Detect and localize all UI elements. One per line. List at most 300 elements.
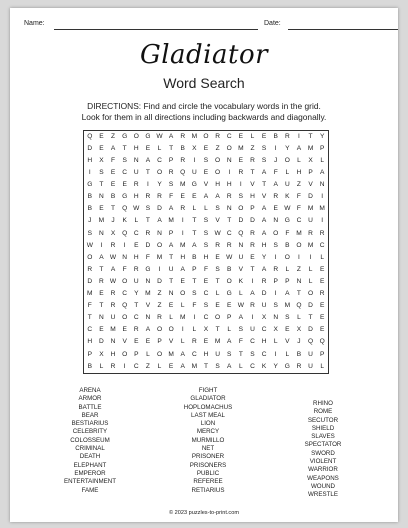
grid-letter[interactable]: C xyxy=(226,229,232,237)
grid-letter[interactable]: L xyxy=(250,132,255,140)
grid-letter[interactable]: C xyxy=(133,314,139,322)
grid-letter[interactable]: F xyxy=(296,193,301,201)
grid-letter[interactable]: N xyxy=(168,290,174,298)
grid-letter[interactable]: O xyxy=(168,326,174,334)
grid-letter[interactable]: T xyxy=(134,302,139,310)
grid-letter[interactable]: W xyxy=(86,241,93,249)
grid-letter[interactable]: S xyxy=(261,144,267,152)
grid-letter[interactable]: P xyxy=(273,277,278,285)
grid-letter[interactable]: U xyxy=(308,350,313,358)
grid-letter[interactable]: N xyxy=(273,217,279,225)
grid-letter[interactable]: B xyxy=(296,350,302,358)
grid-letter[interactable]: A xyxy=(99,253,104,261)
grid-letter[interactable]: U xyxy=(168,265,174,273)
grid-letter[interactable]: M xyxy=(110,326,116,334)
grid-letter[interactable]: C xyxy=(261,350,267,358)
grid-letter[interactable]: F xyxy=(111,156,116,164)
grid-letter[interactable]: T xyxy=(169,277,174,285)
grid-letter[interactable]: E xyxy=(319,326,325,334)
grid-letter[interactable]: R xyxy=(250,241,255,249)
grid-letter[interactable]: Q xyxy=(307,338,314,346)
grid-letter[interactable]: I xyxy=(88,169,91,177)
grid-letter[interactable]: R xyxy=(145,229,151,237)
grid-letter[interactable]: X xyxy=(203,326,209,334)
grid-letter[interactable]: L xyxy=(320,362,325,370)
grid-letter[interactable]: M xyxy=(307,144,314,152)
grid-letter[interactable]: R xyxy=(133,265,139,273)
grid-letter[interactable]: I xyxy=(181,217,184,225)
grid-letter[interactable]: L xyxy=(157,362,162,370)
grid-letter[interactable]: I xyxy=(146,181,149,189)
grid-letter[interactable]: S xyxy=(168,181,174,189)
grid-letter[interactable]: E xyxy=(203,144,209,152)
grid-letter[interactable]: D xyxy=(308,302,313,310)
grid-letter[interactable]: O xyxy=(215,169,221,177)
grid-letter[interactable]: C xyxy=(203,290,209,298)
grid-letter[interactable]: U xyxy=(284,181,290,189)
grid-letter[interactable]: R xyxy=(145,193,151,201)
grid-letter[interactable]: B xyxy=(285,241,290,249)
grid-letter[interactable]: E xyxy=(261,132,267,140)
grid-letter[interactable]: T xyxy=(192,277,197,285)
grid-letter[interactable]: L xyxy=(134,217,139,225)
grid-letter[interactable]: O xyxy=(156,326,163,334)
grid-letter[interactable]: Z xyxy=(111,132,116,140)
grid-letter[interactable]: E xyxy=(203,277,209,285)
grid-letter[interactable]: K xyxy=(122,217,127,225)
grid-letter[interactable]: M xyxy=(168,350,174,358)
grid-letter[interactable]: A xyxy=(180,350,185,358)
grid-letter[interactable]: V xyxy=(308,181,313,189)
grid-letter[interactable]: R xyxy=(191,338,197,346)
grid-letter[interactable]: R xyxy=(273,265,279,273)
grid-letter[interactable]: A xyxy=(168,241,174,249)
grid-letter[interactable]: G xyxy=(87,181,93,189)
grid-letter[interactable]: P xyxy=(168,156,174,164)
grid-letter[interactable]: T xyxy=(99,302,104,310)
grid-letter[interactable]: P xyxy=(308,169,313,177)
grid-letter[interactable]: Y xyxy=(285,144,290,152)
grid-letter[interactable]: H xyxy=(203,350,209,358)
grid-letter[interactable]: A xyxy=(168,132,174,140)
grid-letter[interactable]: O xyxy=(133,132,139,140)
grid-letter[interactable]: U xyxy=(215,350,220,358)
grid-letter[interactable]: T xyxy=(296,290,301,298)
grid-letter[interactable]: R xyxy=(250,302,255,310)
grid-letter[interactable]: L xyxy=(192,326,197,334)
grid-letter[interactable]: D xyxy=(87,277,93,285)
grid-letter[interactable]: X xyxy=(261,314,267,322)
grid-letter[interactable]: V xyxy=(285,338,290,346)
grid-letter[interactable]: J xyxy=(274,156,278,164)
grid-letter[interactable]: L xyxy=(99,362,104,370)
grid-letter[interactable]: O xyxy=(156,350,163,358)
grid-letter[interactable]: O xyxy=(156,169,163,177)
grid-letter[interactable]: L xyxy=(285,265,290,273)
grid-letter[interactable]: E xyxy=(180,277,185,285)
grid-letter[interactable]: A xyxy=(319,169,325,177)
grid-letter[interactable]: E xyxy=(99,205,104,213)
grid-letter[interactable]: H xyxy=(261,338,267,346)
grid-letter[interactable]: E xyxy=(99,144,104,152)
grid-letter[interactable]: O xyxy=(296,241,302,249)
grid-letter[interactable]: J xyxy=(111,217,115,225)
grid-letter[interactable]: R xyxy=(319,290,325,298)
grid-letter[interactable]: Y xyxy=(134,290,139,298)
grid-letter[interactable]: N xyxy=(226,156,232,164)
grid-letter[interactable]: L xyxy=(215,290,220,298)
grid-letter[interactable]: Z xyxy=(296,181,301,189)
grid-letter[interactable]: E xyxy=(273,205,278,213)
grid-letter[interactable]: Z xyxy=(250,144,255,152)
grid-letter[interactable]: A xyxy=(215,193,220,201)
grid-letter[interactable]: A xyxy=(238,314,244,322)
grid-letter[interactable]: I xyxy=(321,217,324,225)
grid-letter[interactable]: T xyxy=(99,265,104,273)
grid-letter[interactable]: U xyxy=(133,277,139,285)
grid-letter[interactable]: S xyxy=(238,193,244,201)
grid-letter[interactable]: B xyxy=(87,362,92,370)
grid-letter[interactable]: U xyxy=(261,302,267,310)
grid-letter[interactable]: L xyxy=(192,205,197,213)
grid-letter[interactable]: S xyxy=(273,241,278,249)
grid-letter[interactable]: F xyxy=(87,302,92,310)
grid-letter[interactable]: U xyxy=(308,217,313,225)
grid-letter[interactable]: V xyxy=(261,193,267,201)
grid-letter[interactable]: C xyxy=(250,338,255,346)
grid-letter[interactable]: L xyxy=(227,326,232,334)
grid-letter[interactable]: P xyxy=(227,314,232,322)
grid-letter[interactable]: E xyxy=(192,193,197,201)
grid-letter[interactable]: I xyxy=(100,241,103,249)
grid-letter[interactable]: L xyxy=(204,205,208,213)
grid-letter[interactable]: L xyxy=(239,290,243,298)
grid-letter[interactable]: R xyxy=(133,326,139,334)
grid-letter[interactable]: O xyxy=(87,253,93,261)
grid-letter[interactable]: Q xyxy=(319,338,325,346)
grid-letter[interactable]: T xyxy=(192,217,197,225)
grid-letter[interactable]: R xyxy=(87,265,93,273)
grid-letter[interactable]: C xyxy=(157,156,162,164)
grid-letter[interactable]: V xyxy=(238,265,244,273)
grid-letter[interactable]: A xyxy=(203,193,209,201)
grid-letter[interactable]: I xyxy=(158,265,161,273)
grid-letter[interactable]: S xyxy=(215,205,220,213)
grid-letter[interactable]: N xyxy=(273,314,279,322)
grid-letter[interactable]: I xyxy=(193,156,196,164)
grid-letter[interactable]: U xyxy=(110,314,116,322)
grid-letter[interactable]: F xyxy=(238,338,243,346)
grid-letter[interactable]: Q xyxy=(296,302,302,310)
grid-letter[interactable]: T xyxy=(238,350,243,358)
grid-letter[interactable]: I xyxy=(298,253,300,261)
grid-letter[interactable]: A xyxy=(261,217,267,225)
grid-letter[interactable]: I xyxy=(274,253,277,261)
grid-letter[interactable]: U xyxy=(250,326,255,334)
grid-letter[interactable]: F xyxy=(145,253,150,261)
grid-letter[interactable]: N xyxy=(110,338,116,346)
grid-letter[interactable]: H xyxy=(133,253,139,261)
grid-letter[interactable]: E xyxy=(319,277,325,285)
grid-letter[interactable]: Z xyxy=(157,290,162,298)
grid-letter[interactable]: J xyxy=(88,217,92,225)
grid-letter[interactable]: S xyxy=(250,350,255,358)
grid-letter[interactable]: S xyxy=(238,326,244,334)
grid-letter[interactable]: L xyxy=(273,338,278,346)
grid-letter[interactable]: I xyxy=(321,193,324,201)
grid-letter[interactable]: S xyxy=(203,156,209,164)
grid-letter[interactable]: C xyxy=(296,217,302,225)
grid-letter[interactable]: H xyxy=(261,241,267,249)
grid-letter[interactable]: L xyxy=(239,362,243,370)
grid-letter[interactable]: W xyxy=(214,229,221,237)
grid-letter[interactable]: F xyxy=(203,265,208,273)
grid-letter[interactable]: V xyxy=(250,181,255,189)
grid-letter[interactable]: S xyxy=(285,314,290,322)
grid-letter[interactable]: R xyxy=(250,156,255,164)
grid-letter[interactable]: A xyxy=(261,169,267,177)
grid-letter[interactable]: O xyxy=(203,132,209,140)
grid-letter[interactable]: E xyxy=(203,338,209,346)
grid-letter[interactable]: C xyxy=(122,290,128,298)
grid-letter[interactable]: W xyxy=(109,277,117,285)
grid-letter[interactable]: A xyxy=(250,290,255,298)
grid-letter[interactable]: R xyxy=(110,302,116,310)
grid-letter[interactable]: S xyxy=(273,302,278,310)
grid-letter[interactable]: Q xyxy=(122,302,128,310)
grid-letter[interactable]: A xyxy=(261,265,267,273)
grid-letter[interactable]: E xyxy=(285,326,290,334)
grid-letter[interactable]: P xyxy=(157,338,162,346)
grid-letter[interactable]: K xyxy=(261,362,267,370)
grid-letter[interactable]: M xyxy=(307,205,314,213)
grid-letter[interactable]: S xyxy=(87,229,92,237)
grid-letter[interactable]: X xyxy=(99,156,104,164)
grid-letter[interactable]: T xyxy=(169,253,174,261)
grid-letter[interactable]: D xyxy=(157,277,162,285)
grid-letter[interactable]: A xyxy=(157,217,162,225)
grid-letter[interactable]: N xyxy=(122,253,128,261)
grid-letter[interactable]: X xyxy=(296,326,302,334)
grid-letter[interactable]: O xyxy=(156,241,163,249)
grid-letter[interactable]: R xyxy=(226,241,232,249)
grid-letter[interactable]: C xyxy=(133,362,139,370)
grid-letter[interactable]: L xyxy=(157,144,162,152)
grid-letter[interactable]: S xyxy=(203,217,209,225)
grid-letter[interactable]: J xyxy=(297,338,301,346)
grid-letter[interactable]: E xyxy=(227,302,232,310)
grid-letter[interactable]: B xyxy=(110,193,116,201)
grid-letter[interactable]: E xyxy=(134,338,139,346)
grid-letter[interactable]: T xyxy=(227,217,232,225)
grid-letter[interactable]: T xyxy=(99,181,104,189)
grid-letter[interactable]: R xyxy=(180,156,186,164)
grid-letter[interactable]: N xyxy=(145,314,151,322)
grid-letter[interactable]: N xyxy=(296,277,302,285)
grid-letter[interactable]: O xyxy=(226,277,232,285)
grid-letter[interactable]: O xyxy=(122,314,128,322)
grid-letter[interactable]: M xyxy=(180,314,186,322)
grid-letter[interactable]: N xyxy=(145,277,151,285)
grid-letter[interactable]: D xyxy=(238,217,244,225)
grid-letter[interactable]: E xyxy=(180,193,185,201)
grid-letter[interactable]: S xyxy=(261,156,267,164)
grid-letter[interactable]: C xyxy=(122,169,128,177)
grid-letter[interactable]: U xyxy=(308,362,313,370)
grid-letter[interactable]: F xyxy=(285,229,290,237)
grid-letter[interactable]: B xyxy=(87,193,92,201)
grid-letter[interactable]: I xyxy=(251,277,254,285)
grid-letter[interactable]: O xyxy=(284,253,290,261)
grid-letter[interactable]: P xyxy=(250,205,255,213)
grid-letter[interactable]: M xyxy=(307,241,314,249)
grid-letter[interactable]: C xyxy=(133,229,139,237)
grid-letter[interactable]: L xyxy=(180,338,185,346)
grid-letter[interactable]: O xyxy=(273,229,279,237)
grid-letter[interactable]: C xyxy=(250,362,255,370)
grid-letter[interactable]: S xyxy=(203,229,209,237)
grid-letter[interactable]: V xyxy=(203,181,209,189)
grid-letter[interactable]: M xyxy=(238,144,244,152)
grid-letter[interactable]: C xyxy=(87,326,93,334)
grid-letter[interactable]: L xyxy=(285,169,290,177)
grid-letter[interactable]: G xyxy=(226,290,232,298)
grid-letter[interactable]: D xyxy=(308,326,313,334)
grid-letter[interactable]: E xyxy=(250,253,255,261)
grid-letter[interactable]: S xyxy=(192,290,197,298)
grid-letter[interactable]: W xyxy=(284,205,291,213)
grid-letter[interactable]: G xyxy=(145,265,151,273)
grid-letter[interactable]: E xyxy=(168,362,174,370)
grid-letter[interactable]: B xyxy=(87,205,92,213)
grid-letter[interactable]: M xyxy=(296,229,302,237)
grid-letter[interactable]: A xyxy=(285,290,290,298)
grid-letter[interactable]: I xyxy=(228,169,231,177)
grid-letter[interactable]: L xyxy=(320,156,325,164)
grid-letter[interactable]: R xyxy=(226,193,232,201)
grid-letter[interactable]: I xyxy=(123,362,126,370)
grid-letter[interactable]: M xyxy=(214,338,221,346)
grid-letter[interactable]: P xyxy=(319,144,325,152)
grid-letter[interactable]: O xyxy=(215,156,221,164)
grid-letter[interactable]: H xyxy=(180,253,186,261)
grid-letter[interactable]: C xyxy=(261,326,267,334)
grid-letter[interactable]: O xyxy=(238,205,244,213)
grid-letter[interactable]: G xyxy=(122,132,128,140)
grid-letter[interactable]: E xyxy=(319,314,325,322)
grid-letter[interactable]: Q xyxy=(87,132,93,140)
grid-letter[interactable]: W xyxy=(133,205,140,213)
grid-letter[interactable]: R xyxy=(215,241,220,249)
grid-letter[interactable]: E xyxy=(168,302,174,310)
grid-letter[interactable]: R xyxy=(180,132,186,140)
grid-letter[interactable]: B xyxy=(180,144,185,152)
grid-letter[interactable]: T xyxy=(250,265,255,273)
grid-letter[interactable]: F xyxy=(192,302,197,310)
grid-letter[interactable]: E xyxy=(203,169,209,177)
grid-letter[interactable]: C xyxy=(191,350,197,358)
grid-letter[interactable]: A xyxy=(145,156,151,164)
grid-letter[interactable]: I xyxy=(123,241,126,249)
grid-letter[interactable]: N xyxy=(226,205,232,213)
grid-letter[interactable]: H xyxy=(133,144,139,152)
grid-letter[interactable]: M xyxy=(191,362,198,370)
grid-letter[interactable]: T xyxy=(215,326,220,334)
grid-letter[interactable]: D xyxy=(145,241,151,249)
grid-letter[interactable]: Z xyxy=(145,362,150,370)
grid-letter[interactable]: H xyxy=(133,193,139,201)
grid-letter[interactable]: O xyxy=(122,277,128,285)
grid-letter[interactable]: P xyxy=(134,350,139,358)
grid-letter[interactable]: L xyxy=(146,350,150,358)
grid-letter[interactable]: R xyxy=(238,169,244,177)
grid-letter[interactable]: L xyxy=(308,277,313,285)
grid-letter[interactable]: A xyxy=(180,362,185,370)
grid-letter[interactable]: D xyxy=(250,217,255,225)
grid-letter[interactable]: W xyxy=(109,253,117,261)
grid-letter[interactable]: B xyxy=(192,253,197,261)
grid-letter[interactable]: D xyxy=(87,144,93,152)
grid-letter[interactable]: B xyxy=(273,132,278,140)
name-field-line[interactable] xyxy=(54,29,258,30)
grid-letter[interactable]: N xyxy=(99,314,104,322)
grid-letter[interactable]: I xyxy=(309,253,312,261)
grid-letter[interactable]: E xyxy=(122,181,127,189)
grid-letter[interactable]: M xyxy=(180,241,186,249)
grid-letter[interactable]: F xyxy=(122,265,127,273)
grid-letter[interactable]: R xyxy=(215,132,220,140)
grid-letter[interactable]: Q xyxy=(122,205,128,213)
grid-letter[interactable]: P xyxy=(168,229,174,237)
grid-letter[interactable]: A xyxy=(227,362,232,370)
grid-letter[interactable]: I xyxy=(181,326,184,334)
grid-letter[interactable]: P xyxy=(285,277,290,285)
grid-letter[interactable]: N xyxy=(99,193,104,201)
grid-letter[interactable]: U xyxy=(191,169,197,177)
grid-letter[interactable]: I xyxy=(298,132,300,140)
grid-letter[interactable]: T xyxy=(145,217,150,225)
grid-letter[interactable]: T xyxy=(203,362,208,370)
grid-letter[interactable]: E xyxy=(110,181,116,189)
grid-letter[interactable]: C xyxy=(226,132,232,140)
grid-letter[interactable]: G xyxy=(122,193,128,201)
grid-letter[interactable]: E xyxy=(99,326,104,334)
grid-letter[interactable]: O xyxy=(226,144,232,152)
grid-letter[interactable]: Q xyxy=(122,229,128,237)
grid-letter[interactable]: M xyxy=(156,253,163,261)
grid-letter[interactable]: L xyxy=(285,350,290,358)
grid-letter[interactable]: E xyxy=(238,132,244,140)
grid-letter[interactable]: O xyxy=(122,350,128,358)
grid-letter[interactable]: X xyxy=(110,229,116,237)
grid-letter[interactable]: T xyxy=(169,144,174,152)
grid-letter[interactable]: Q xyxy=(238,229,244,237)
grid-letter[interactable]: M xyxy=(98,217,105,225)
grid-letter[interactable]: R xyxy=(157,193,162,201)
grid-letter[interactable]: K xyxy=(285,193,290,201)
grid-letter[interactable]: T xyxy=(250,169,255,177)
grid-letter[interactable]: S xyxy=(215,362,220,370)
grid-letter[interactable]: Q xyxy=(180,169,186,177)
grid-letter[interactable]: X xyxy=(99,350,104,358)
grid-letter[interactable]: A xyxy=(296,144,302,152)
grid-letter[interactable]: O xyxy=(307,290,314,298)
grid-letter[interactable]: T xyxy=(308,132,313,140)
grid-letter[interactable]: H xyxy=(203,253,209,261)
grid-letter[interactable]: Z xyxy=(215,144,220,152)
grid-letter[interactable]: M xyxy=(191,132,198,140)
grid-letter[interactable]: S xyxy=(203,241,209,249)
